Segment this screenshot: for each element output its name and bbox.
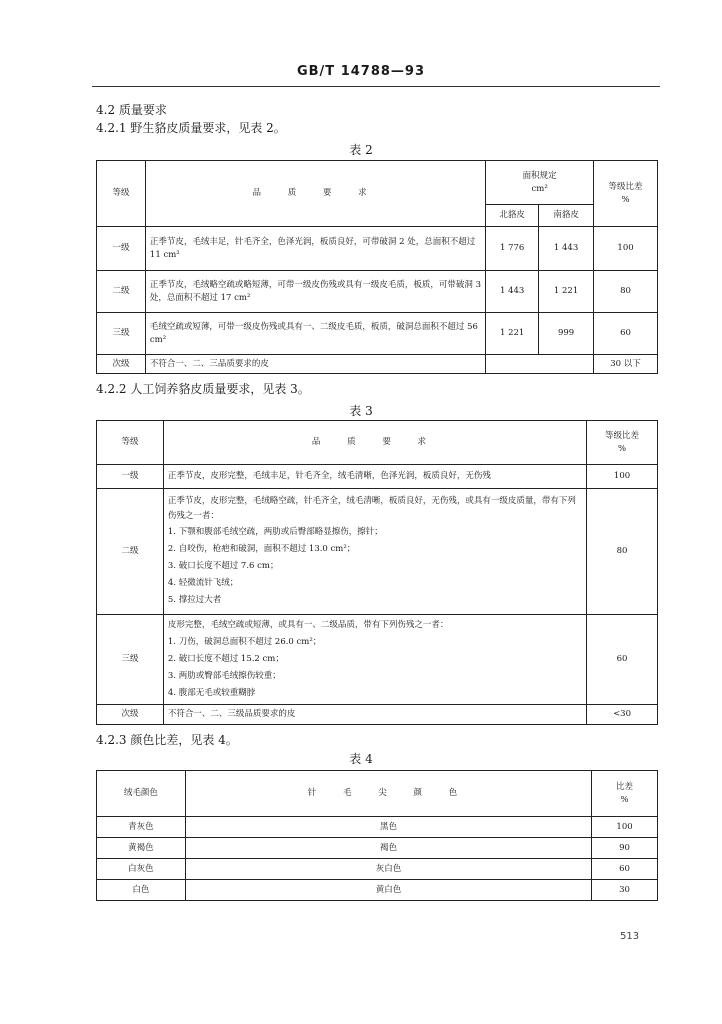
table4-caption: 表 4 (349, 752, 373, 766)
t2-south: 999 (539, 313, 594, 355)
t4-header-ratio-unit: % (620, 794, 629, 805)
table-row (97, 880, 658, 901)
t2-header-area-label: 面积规定 (522, 170, 557, 181)
t4-down: 白色 (97, 880, 186, 901)
table-row (97, 817, 658, 838)
t3-ratio: 80 (587, 489, 658, 615)
t4-down: 白灰色 (97, 859, 186, 880)
t2-header-grade: 等级 (97, 161, 146, 227)
table-row (97, 355, 658, 374)
t3-ratio: 100 (587, 465, 658, 489)
t3-line: 正季节皮，皮形完整，毛绒略空疏，针毛齐全，绒毛清晰，板质良好，无伤残，或具有一级皮质量，带有下列伤残之一者： (167, 496, 576, 521)
table-4 (96, 770, 658, 901)
t2-quality: 正季节皮，毛绒略空疏或略短薄，可带一级皮伤残或具有一级皮毛质，板质，可带破洞 3 处，总面积不超过 17 cm² (145, 271, 485, 313)
t3-grade: 二级 (97, 489, 164, 615)
t4-ratio: 100 (592, 817, 658, 838)
t3-quality: 不符合一、二、三级品质要求的皮 (163, 705, 586, 725)
page-number: 513 (620, 931, 640, 942)
section-4-2: 4.2 质量要求 (96, 103, 167, 117)
t3-header-ratio-label: 等级比差 (605, 430, 640, 441)
t3-line: 1. 下颚和腹部毛绒空疏，两肋或后臀部略显擦伤，擦针； (167, 527, 383, 537)
t3-header-quality: 品 质 要 求 (163, 421, 586, 465)
t2-quality: 正季节皮，毛绒丰足，针毛齐全，色泽光润，板质良好，可带破洞 2 处，总面积不超过 11 cm² (145, 227, 485, 271)
t3-line: 2. 自咬伤，枪疤和破洞，面积不超过 13.0 cm²； (167, 544, 356, 554)
t2-header-ratio-unit: % (621, 194, 630, 205)
t2-ratio: 30 以下 (594, 355, 658, 374)
table-row (97, 465, 658, 489)
t3-header-ratio-unit: % (618, 443, 627, 454)
section-4-2-3: 4.2.3 颜色比差，见表 4。 (96, 733, 238, 747)
t4-header-tip: 针 毛 尖 颜 色 (185, 771, 591, 817)
table-row (97, 271, 658, 313)
t4-ratio: 30 (592, 880, 658, 901)
header-rule (92, 86, 660, 87)
t2-north: 1 221 (486, 313, 539, 355)
t4-tip: 灰白色 (185, 859, 591, 880)
t4-header-down: 绒毛颜色 (97, 771, 186, 817)
t4-ratio: 60 (592, 859, 658, 880)
section-4-2-1: 4.2.1 野生貉皮质量要求，见表 2。 (96, 121, 286, 135)
t4-down: 青灰色 (97, 817, 186, 838)
t2-grade: 一级 (97, 227, 146, 271)
t3-quality (163, 615, 586, 705)
table-row (97, 705, 658, 725)
t2-header-area-unit: cm² (531, 183, 548, 194)
t4-tip: 褐色 (185, 838, 591, 859)
t2-south: 1 443 (539, 227, 594, 271)
table-row (97, 838, 658, 859)
t2-grade: 二级 (97, 271, 146, 313)
t3-ratio: <30 (587, 705, 658, 725)
t3-line: 5. 撑拉过大者 (167, 595, 222, 605)
t2-north: 1 776 (486, 227, 539, 271)
t3-line: 4. 腹部无毛或较重糊脖 (167, 688, 256, 698)
t2-ratio: 100 (594, 227, 658, 271)
t2-north: 1 443 (486, 271, 539, 313)
t4-header-ratio-label: 比差 (616, 781, 634, 792)
table-row (97, 859, 658, 880)
t3-line: 2. 破口长度不超过 15.2 cm； (167, 654, 284, 664)
t4-ratio: 90 (592, 838, 658, 859)
t3-grade: 次级 (97, 705, 164, 725)
document-header: GB/T 14788—93 (296, 64, 426, 79)
t3-line: 3. 破口长度不超过 7.6 cm； (167, 561, 279, 571)
table-2 (96, 160, 658, 374)
t2-area-empty (486, 355, 594, 374)
t2-south: 1 221 (539, 271, 594, 313)
table-3 (96, 420, 658, 725)
table-row (97, 489, 658, 615)
t2-header-ratio (594, 161, 658, 227)
t3-grade: 一级 (97, 465, 164, 489)
t2-quality: 不符合一、二、三品质要求的皮 (145, 355, 485, 374)
t4-tip: 黄白色 (185, 880, 591, 901)
t3-line: 3. 两肋或臀部毛绒擦伤较重； (167, 671, 281, 681)
table2-caption: 表 2 (349, 143, 373, 157)
t2-ratio: 80 (594, 271, 658, 313)
t3-line: 1. 刀伤，破洞总面积不超过 26.0 cm²； (167, 637, 322, 647)
table3-caption: 表 3 (349, 404, 373, 418)
table-row (97, 227, 658, 271)
t2-quality: 毛绒空疏或短薄，可带一级皮伤残或具有一、二级皮毛质，板质，破洞总面积不超过 56 cm² (145, 313, 485, 355)
t2-header-south: 南貉皮 (539, 205, 594, 227)
t2-header-area (486, 161, 594, 205)
t2-ratio: 60 (594, 313, 658, 355)
section-4-2-2: 4.2.2 人工饲养貉皮质量要求，见表 3。 (96, 382, 310, 396)
t3-line: 皮形完整，毛绒空疏或短薄，或具有一、二级品质，带有下列伤残之一者： (167, 620, 449, 630)
t3-grade: 三级 (97, 615, 164, 705)
t2-header-quality: 品 质 要 求 (145, 161, 485, 227)
t2-header-north: 北貉皮 (486, 205, 539, 227)
table-row (97, 615, 658, 705)
t2-header-ratio-label: 等级比差 (608, 181, 643, 192)
t4-down: 黄褐色 (97, 838, 186, 859)
t3-line: 4. 轻微流针飞绒； (167, 578, 239, 588)
t2-grade: 次级 (97, 355, 146, 374)
t2-grade: 三级 (97, 313, 146, 355)
t3-quality: 正季节皮，皮形完整，毛绒丰足，针毛齐全，绒毛清晰，色泽光润，板质良好，无伤残 (163, 465, 586, 489)
t3-header-grade: 等级 (97, 421, 164, 465)
t3-quality (163, 489, 586, 615)
t4-header-ratio (592, 771, 658, 817)
t4-tip: 黑色 (185, 817, 591, 838)
table-row (97, 313, 658, 355)
t3-header-ratio (587, 421, 658, 465)
t3-ratio: 60 (587, 615, 658, 705)
